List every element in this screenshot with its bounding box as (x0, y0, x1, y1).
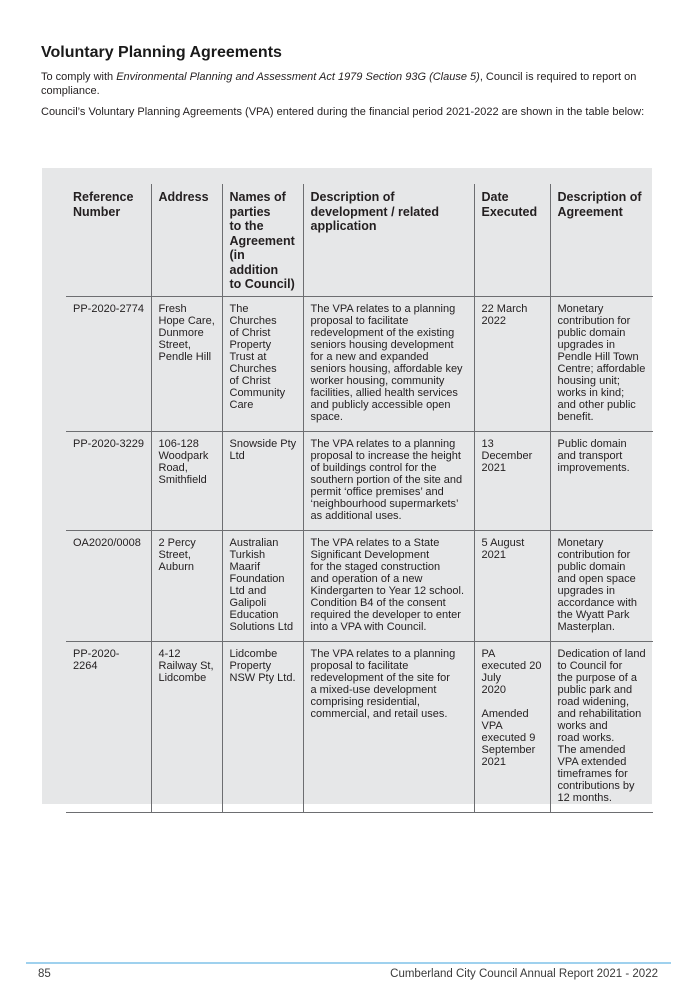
cell-agreement: Public domain and transport improvements. (550, 431, 653, 530)
intro-paragraph (41, 70, 653, 98)
cell-reference: OA2020/0008 (66, 530, 151, 641)
vpa-table (66, 184, 653, 813)
lead-paragraph: Council’s Voluntary Planning Agreements (VPA) entered during the financial period 2021-2022 are shown in the table below: (41, 106, 645, 118)
header-parties: Names of parties to the Agreement (in addition to Council) (222, 184, 303, 296)
cell-parties: Lidcombe Property NSW Pty Ltd. (222, 641, 303, 812)
page-heading: Voluntary Planning Agreements (41, 44, 282, 61)
cell-reference: PP-2020- 2264 (66, 641, 151, 812)
cell-reference: PP-2020-2774 (66, 296, 151, 431)
cell-description: The VPA relates to a planning proposal to facilitate redevelopment of the site for a mixed-use development comprising residential, commercial, and retail uses. (303, 641, 474, 812)
table-row (66, 641, 653, 812)
footer-divider (26, 962, 671, 964)
header-address: Address (151, 184, 222, 296)
table-row (66, 296, 653, 431)
cell-date: 5 August 2021 (474, 530, 550, 641)
cell-parties: Snowside Pty Ltd (222, 431, 303, 530)
date-amended-vpa: Amended VPA executed 9 September 2021 (481, 707, 536, 768)
table-row (66, 530, 653, 641)
header-description-agreement: Description of Agreement (550, 184, 653, 296)
cell-date: 13 December 2021 (474, 431, 550, 530)
cell-parties: Australian Turkish Maarif Foundation Ltd and Galipoli Education Solutions Ltd (222, 530, 303, 641)
cell-address: 106-128 Woodpark Road, Smithfield (151, 431, 222, 530)
cell-agreement: Monetary contribution for public domain upgrades in Pendle Hill Town Centre; affordable housing unit; works in kind; and other public benefit. (550, 296, 653, 431)
page-number: 85 (38, 968, 51, 980)
cell-date: 22 March 2022 (474, 296, 550, 431)
header-reference-number: Reference Number (66, 184, 151, 296)
cell-agreement: Monetary contribution for public domain and open space upgrades in accordance with the Wyatt Park Masterplan. (550, 530, 653, 641)
cell-date (474, 641, 550, 812)
header-description-development: Description of development / related application (303, 184, 474, 296)
table-header-row (66, 184, 653, 296)
cell-reference: PP-2020-3229 (66, 431, 151, 530)
date-pa-executed: PA executed 20 July 2020 (481, 647, 542, 696)
cell-description: The VPA relates to a State Significant Development for the staged construction and operation of a new Kindergarten to Year 12 school. Condition B4 of the consent required the developer to enter into a VPA with Council. (303, 530, 474, 641)
header-date-executed: Date Executed (474, 184, 550, 296)
table-row (66, 431, 653, 530)
cell-description: The VPA relates to a planning proposal to facilitate redevelopment of the existing seniors housing development for a new and expanded seniors housing, affordable key worker housing, community facilities, allied health services and publicly accessible open space. (303, 296, 474, 431)
cell-address: 2 Percy Street, Auburn (151, 530, 222, 641)
cell-address: 4-12 Railway St, Lidcombe (151, 641, 222, 812)
intro-text-before: To comply with (41, 71, 117, 83)
table-panel (42, 168, 652, 804)
cell-parties: The Churches of Christ Property Trust at Churches of Christ Community Care (222, 296, 303, 431)
cell-address: Fresh Hope Care, Dunmore Street, Pendle Hill (151, 296, 222, 431)
report-title: Cumberland City Council Annual Report 2021 - 2022 (390, 968, 658, 980)
intro-text-after: , Council is required to report on compliance. (41, 71, 637, 97)
cell-agreement: Dedication of land to Council for the purpose of a public park and road widening, and rehabilitation works and road works. The amended VPA extended timeframes for contributions by 12 months. (550, 641, 653, 812)
act-citation: Environmental Planning and Assessment Act 1979 Section 93G (Clause 5) (116, 71, 480, 83)
cell-description: The VPA relates to a planning proposal to increase the height of buildings control for the southern portion of the site and permit ‘office premises’ and ‘neighbourhood supermarkets’ as additional uses. (303, 431, 474, 530)
